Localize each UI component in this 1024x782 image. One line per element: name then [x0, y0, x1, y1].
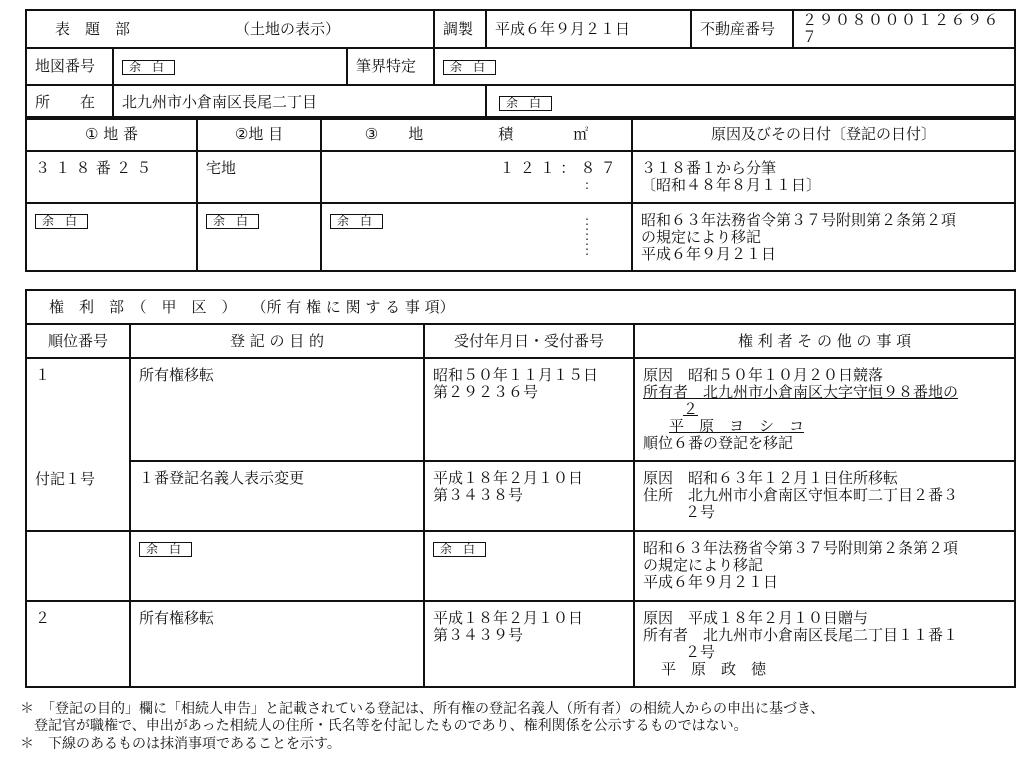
- uketsuke-date: 昭和５０年１１月１５日: [433, 366, 599, 384]
- jikou-cell: [634, 531, 1015, 601]
- jikou-line: ２号: [685, 503, 716, 521]
- table-row: [26, 358, 1015, 461]
- hikkai-value: [434, 48, 1015, 85]
- jikou-line: ２: [683, 400, 699, 418]
- chizu-label: 地図番号: [26, 48, 113, 85]
- junban-cell: [26, 358, 130, 531]
- jikou-line: ２号: [685, 643, 716, 661]
- fudosan-label: 不動産番号: [691, 10, 793, 48]
- jikou-line: 順位６番の登記を移記: [643, 434, 794, 452]
- jikou-cell: [634, 601, 1015, 687]
- chimoku-value: 宅地: [197, 151, 321, 203]
- footnote-line: ＊ 下線のあるものは抹消事項であることを示す。: [20, 736, 341, 752]
- jikou-line: 平成６年９月２１日: [643, 573, 779, 591]
- shozai-value: 北九州市小倉南区長尾二丁目: [113, 85, 486, 119]
- genin-line: 平成６年９月２１日: [641, 245, 777, 263]
- yohaku-stamp: 余 白: [330, 214, 383, 229]
- jikou-line: 原因 平成１８年２月１０日贈与: [643, 609, 869, 627]
- jikou-cell: [634, 461, 1015, 531]
- mokuteki-value: 所有権移転: [130, 358, 424, 461]
- header-genin: 原因及びその日付〔登記の日付〕: [632, 117, 1015, 151]
- hyoudai-title-text: 表 題 部: [55, 19, 131, 38]
- chiseki-cell: [321, 151, 632, 203]
- junban-value: ２: [26, 601, 130, 687]
- hyoudai-table: [25, 9, 1016, 120]
- uketsuke-date: 平成１８年２月１０日: [433, 469, 584, 487]
- header-chiseki: ③ 地 積 ㎡: [321, 117, 632, 151]
- genin-line: の規定により移記: [641, 228, 762, 246]
- table-row: [26, 461, 1015, 531]
- dot-leader: : : : :: [584, 214, 589, 258]
- shozai-yohaku: [486, 85, 1015, 119]
- yohaku-stamp: 余 白: [499, 96, 552, 111]
- yohaku-stamp: 余 白: [443, 60, 496, 75]
- uketsuke-number: 第２９２３６号: [433, 383, 539, 401]
- yohaku-stamp: 余 白: [35, 214, 88, 229]
- uketsuke-cell: [424, 601, 634, 687]
- yohaku-stamp: 余 白: [122, 60, 175, 75]
- header-jikou: 権 利 者 そ の 他 の 事 項: [634, 324, 1015, 358]
- table-row: [26, 203, 1015, 271]
- mokuteki-value: １番登記名義人表示変更: [130, 461, 424, 531]
- chimoku-yohaku: [197, 203, 321, 271]
- hyoudai-subtitle: （土地の表示）: [235, 19, 341, 38]
- jikou-cell: [634, 358, 1015, 461]
- footnote-line: 登記官が職権で、申出があった相続人の住所・氏名等を付記したものであり、権利関係を公示するものではない。: [20, 718, 748, 734]
- yohaku-stamp: 余 白: [206, 214, 259, 229]
- jikou-line: 住所 北九州市小倉南区守恒本町二丁目２番３: [643, 486, 959, 504]
- chizu-value: [113, 48, 347, 85]
- uketsuke-yohaku: [424, 531, 634, 601]
- junban-empty: [26, 531, 130, 601]
- table-row: [26, 531, 1015, 601]
- mokuteki-yohaku: [130, 531, 424, 601]
- header-mokuteki: 登 記 の 目 的: [130, 324, 424, 358]
- shozai-label: 所 在: [26, 85, 113, 119]
- header-junban: 順位番号: [26, 324, 130, 358]
- jikou-line: 平 原 ヨ シ コ: [669, 417, 805, 435]
- mokuteki-value: 所有権移転: [130, 601, 424, 687]
- jikou-line: 所有者 北九州市小倉南区長尾二丁目１１番１: [643, 626, 959, 644]
- genin-cell: [632, 151, 1015, 203]
- jikou-line: 所有者 北九州市小倉南区大字守恒９８番地の: [643, 383, 959, 401]
- kenri-title: 権 利 部 （ 甲 区 ） （所 有 権 に 関 す る 事 項）: [26, 290, 1015, 324]
- footnote-line: ＊ 「登記の目的」欄に「相続人申告」と記載されている登記は、所有権の登記名義人（所有者）の相続人からの申出に基づき、: [20, 701, 825, 717]
- hyoudai-title: [26, 10, 434, 48]
- jikou-line: の規定により移記: [643, 556, 764, 574]
- chiseki-value: １２１：８７: [499, 159, 621, 177]
- uketsuke-number: 第３４３９号: [433, 626, 524, 644]
- dot-leader: :: [584, 178, 589, 192]
- hyoudai-detail-table: [25, 116, 1016, 272]
- chiseki-yohaku: [321, 203, 632, 271]
- table-row: [26, 601, 1015, 687]
- header-uketsuke: 受付年月日・受付番号: [424, 324, 634, 358]
- jikou-line: 原因 昭和６３年１２月１日住所移転: [643, 469, 899, 487]
- chiban-yohaku: [26, 203, 197, 271]
- jikou-line: 原因 昭和５０年１０月２０日競落: [643, 366, 884, 384]
- genin-line: ３１８番１から分筆: [641, 159, 777, 177]
- yohaku-stamp: 余 白: [139, 542, 192, 557]
- uketsuke-number: 第３４３８号: [433, 486, 524, 504]
- chiban-value: ３１８番２５: [26, 151, 197, 203]
- uketsuke-cell: [424, 358, 634, 461]
- jikou-line: 平 原 政 徳: [661, 660, 767, 678]
- yohaku-stamp: 余 白: [433, 542, 486, 557]
- header-chiban: ① 地 番: [26, 117, 197, 151]
- header-chimoku: ②地 目: [197, 117, 321, 151]
- genin-cell: [632, 203, 1015, 271]
- chosei-label: 調製: [434, 10, 486, 48]
- hikkai-label: 筆界特定: [347, 48, 434, 85]
- chosei-date: 平成６年９月２１日: [486, 10, 691, 48]
- uketsuke-cell: [424, 461, 634, 531]
- table-row: [26, 151, 1015, 203]
- uketsuke-date: 平成１８年２月１０日: [433, 609, 584, 627]
- kenri-table: [25, 289, 1016, 688]
- junban-value: 付記１号: [35, 470, 96, 488]
- genin-line: 〔昭和４８年８月１１日〕: [641, 176, 822, 194]
- jikou-line: 昭和６３年法務省令第３７号附則第２条第２項: [643, 539, 959, 557]
- genin-line: 昭和６３年法務省令第３７号附則第２条第２項: [641, 211, 957, 229]
- fudosan-number: ２９０８０００１２６９６７: [793, 10, 1015, 48]
- junban-value: １: [35, 366, 51, 384]
